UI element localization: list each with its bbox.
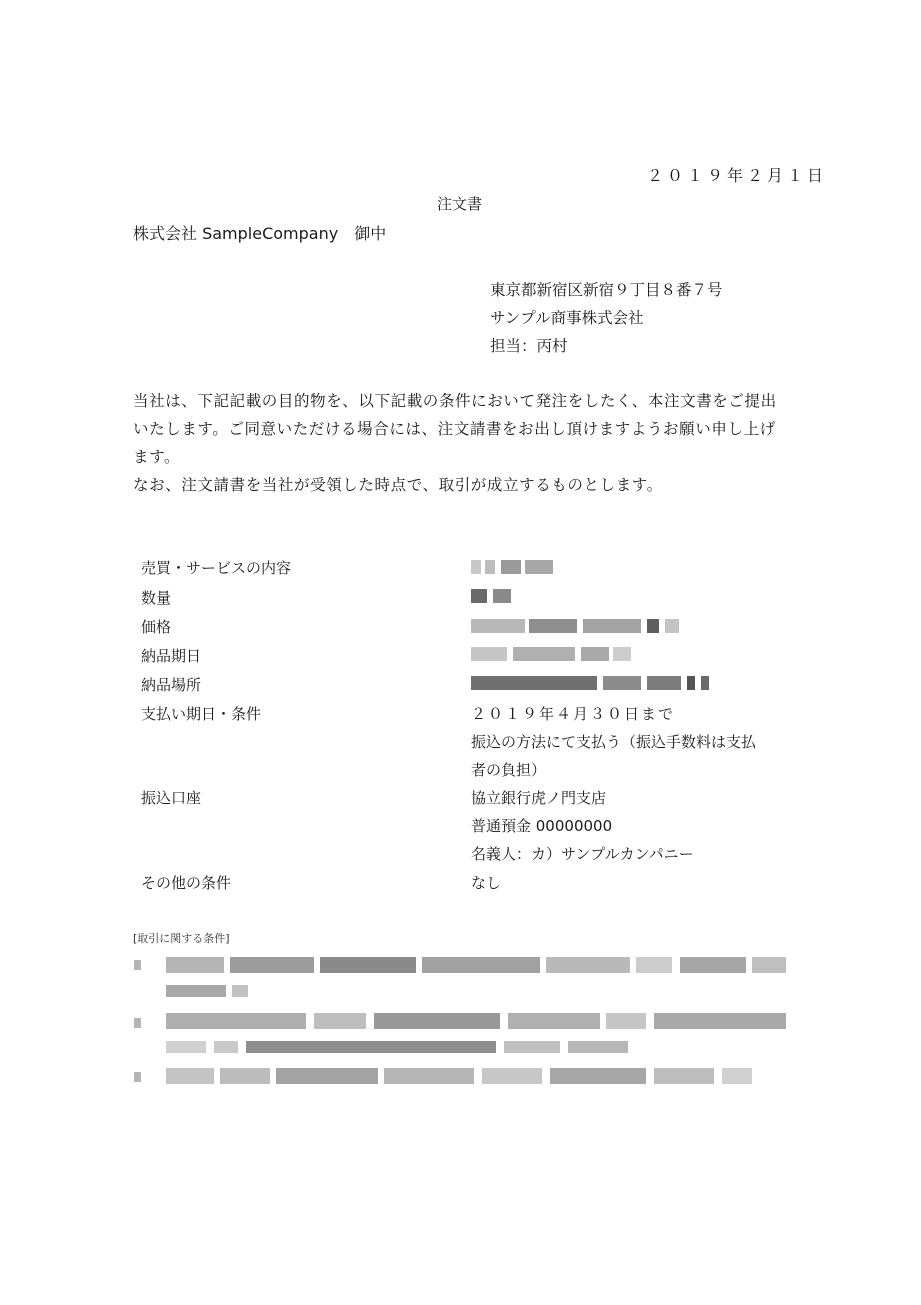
bank-branch: 協立銀行虎ノ門支店 [471,789,607,807]
label-delivery-date: 納品期日 [141,647,202,665]
redacted-item-value [471,560,553,574]
document-title: 注文書 [437,195,483,213]
label-other: その他の条件 [141,874,232,892]
redacted-condition-line [166,957,786,973]
redacted-condition-line [166,985,250,997]
document-date: ２０１９年２月１日 [647,166,828,185]
payment-method-cont: 者の負担） [471,761,547,779]
redacted-delivery-date-value [471,647,631,661]
addressee: 株式会社 SampleCompany 御中 [133,224,387,243]
label-bank: 振込口座 [141,789,202,807]
redacted-quantity-value [471,589,513,603]
sender-address: 東京都新宿区新宿９丁目８番７号 [490,281,723,299]
body-line: ます。 [133,448,181,466]
label-item: 売買・サービスの内容 [141,559,292,577]
redacted-delivery-place-value [471,676,711,690]
label-quantity: 数量 [141,589,172,607]
body-line: なお、注文請書を当社が受領した時点で、取引が成立するものとします。 [133,476,663,494]
body-line: 当社は、下記記載の目的物を、以下記載の条件において発注をしたく、本注文書をご提出 [133,392,777,410]
bullet-marker [134,960,141,970]
payment-method: 振込の方法にて支払う（振込手数料は支払 [471,733,757,751]
bank-account: 普通預金 00000000 [471,817,613,835]
conditions-heading: [取引に関する条件] [133,932,230,945]
sender-contact: 担当：丙村 [490,337,568,355]
redacted-condition-line [166,1013,786,1029]
payment-due: ２０１９年４月３０日まで [471,705,676,723]
bullet-marker [134,1018,141,1028]
bank-holder: 名義人：カ）サンプルカンパニー [471,845,694,863]
redacted-price-value [471,619,681,633]
other-conditions-value: なし [471,874,502,892]
body-line: いたします。ご同意いただける場合には、注文請書をお出し頂けますようお願い申し上げ [133,420,776,438]
sender-company: サンプル商事株式会社 [490,309,644,327]
label-price: 価格 [141,618,172,636]
redacted-condition-line [166,1041,632,1053]
bullet-marker [134,1072,141,1082]
redacted-condition-line [166,1068,752,1084]
label-payment: 支払い期日・条件 [141,705,262,723]
label-delivery-place: 納品場所 [141,676,202,694]
